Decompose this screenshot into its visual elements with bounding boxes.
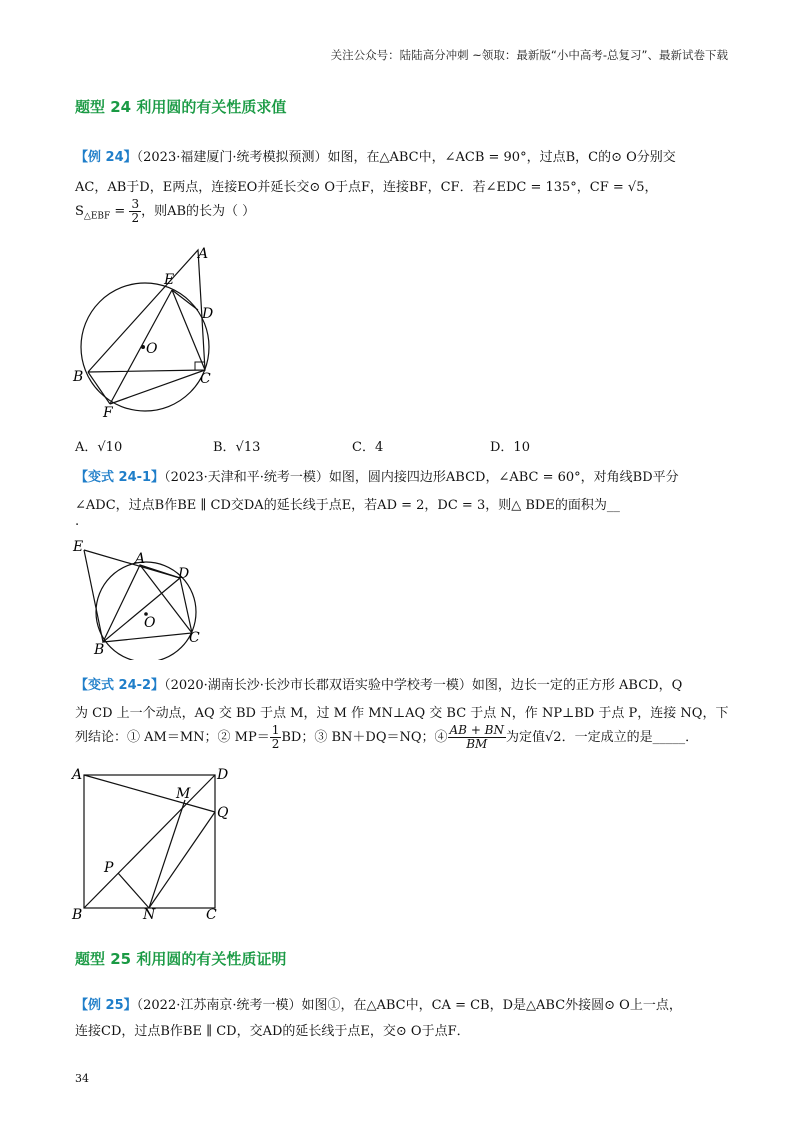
figure-example-24 bbox=[70, 245, 230, 425]
example-25-line-2: 连接CD，过点B作BE ∥ CD，交AD的延长线于点E，交⊙ O于点F． bbox=[75, 1024, 470, 1039]
option-a: A．√10 bbox=[75, 440, 123, 455]
section-title-24: 题型 24 利用圆的有关性质求值 bbox=[75, 98, 287, 116]
label-D: D bbox=[202, 306, 214, 322]
variant-24-2-line-1: 【变式 24-2】（2020·湖南长沙·长沙市长郡双语实验中学校考一模）如图，边长一定的正方形 ABCD，Q bbox=[75, 678, 683, 693]
example-24-tag: 【例 24】 bbox=[75, 150, 137, 165]
example-24-line-2: AC，AB于D，E两点，连接EO并延长交⊙ O于点F，连接BF，CF．若∠EDC = 135°，CF = √5， bbox=[75, 180, 658, 195]
label-C: C bbox=[189, 630, 200, 646]
label-O: O bbox=[146, 341, 158, 357]
label-A: A bbox=[135, 551, 146, 567]
variant-24-1-tag: 【变式 24-1】 bbox=[75, 470, 165, 485]
section-title-25: 题型 25 利用圆的有关性质证明 bbox=[75, 950, 287, 968]
label-M: M bbox=[176, 786, 191, 802]
option-c: C．4 bbox=[352, 440, 384, 455]
label-C: C bbox=[206, 907, 217, 923]
variant-24-2-line-2: 为 CD 上一个动点，AQ 交 BD 于点 M，过 M 作 MN⊥AQ 交 BC 于点 N，作 NP⊥BD 于点 P，连接 NQ，下 bbox=[75, 706, 729, 721]
variant-24-2-line-3: 列结论：① AM＝MN；② MP＝ $\frac{1}{2}$ BD；③ BN＋DQ＝NQ；④ $\frac{AB + BN}{BM}$ 为定值√2．一定成立的是_____． bbox=[75, 723, 699, 751]
example-25-line-1: 【例 25】（2022·江苏南京·统考一模）如图①，在△ABC中，CA = CB，D是△ABC外接圆⊙ O上一点， bbox=[75, 998, 682, 1013]
label-N: N bbox=[143, 907, 156, 923]
figure-variant-24-1 bbox=[70, 535, 210, 660]
variant-24-1-line-2: ∠ADC，过点B作BE ∥ CD交DA的延长线于点E，若AD = 2，DC = 3，则△ BDE的面积为__ bbox=[75, 498, 620, 513]
label-A: A bbox=[72, 767, 83, 783]
example-24-line-3: $S_{\triangle EBF}$ = $\frac{3}{2}$ ，则AB的长为（ ） bbox=[75, 197, 256, 225]
label-B: B bbox=[94, 642, 105, 658]
label-A: A bbox=[198, 246, 209, 262]
variant-24-1-line-3: . bbox=[75, 514, 80, 529]
label-D: D bbox=[178, 566, 190, 582]
page-header: 关注公众号：陆陆高分冲刺 ~领取：最新版“小中高考-总复习”、最新试卷下载 bbox=[330, 48, 728, 62]
label-B: B bbox=[73, 369, 84, 385]
label-C: C bbox=[200, 371, 211, 387]
label-D: D bbox=[217, 767, 229, 783]
variant-24-1-line-1: 【变式 24-1】（2023·天津和平·统考一模）如图，圆内接四边形ABCD，∠ABC = 60°，对角线BD平分 bbox=[75, 470, 679, 485]
label-P: P bbox=[104, 860, 114, 876]
label-Q: Q bbox=[217, 805, 229, 821]
page-number: 34 bbox=[75, 1072, 89, 1085]
label-E: E bbox=[164, 272, 175, 288]
label-O: O bbox=[144, 615, 156, 631]
fraction-1-2: $\frac{1}{2}$ bbox=[271, 723, 280, 751]
option-d: D．10 bbox=[490, 440, 530, 455]
option-b: B．√13 bbox=[213, 440, 261, 455]
fraction-3-2: $\frac{3}{2}$ bbox=[131, 197, 140, 225]
variant-24-2-tag: 【变式 24-2】 bbox=[75, 678, 165, 693]
label-B: B bbox=[72, 907, 83, 923]
example-24-line-1: 【例 24】（2023·福建厦门·统考模拟预测）如图，在△ABC中，∠ACB = 90°，过点B，C的⊙ O分别交 bbox=[75, 150, 676, 165]
label-E: E bbox=[73, 539, 84, 555]
label-F: F bbox=[103, 405, 113, 421]
fraction-ab-bn-bm: $\frac{AB + BN}{BM}$ bbox=[449, 723, 505, 751]
example-25-tag: 【例 25】 bbox=[75, 998, 137, 1013]
figure-variant-24-2 bbox=[70, 765, 235, 925]
